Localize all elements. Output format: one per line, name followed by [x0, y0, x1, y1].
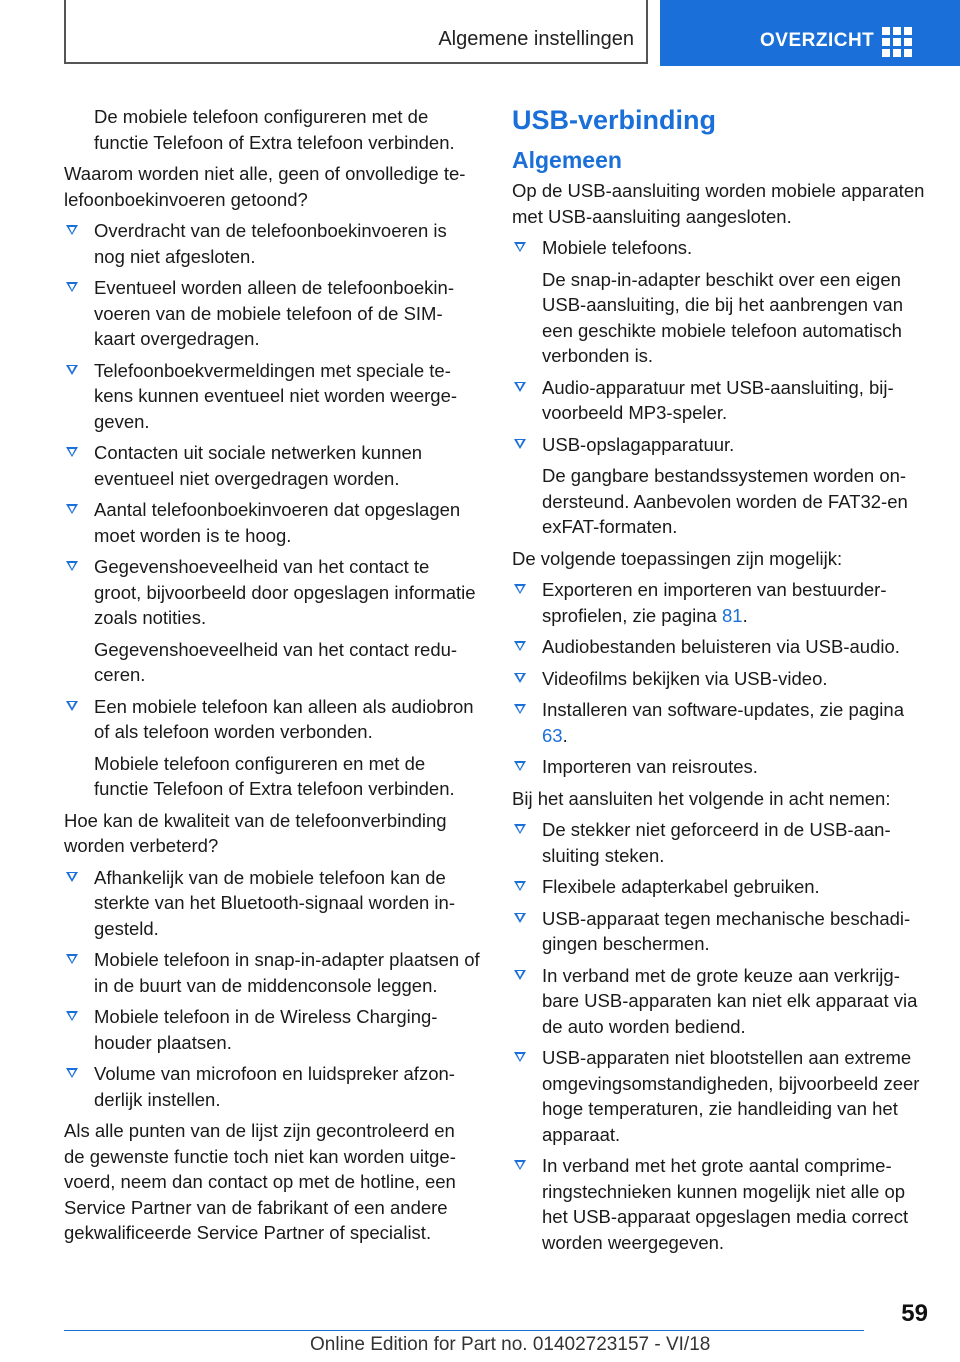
left-column — [64, 104, 480, 1252]
list-item — [512, 432, 926, 540]
list-item-text: USB-apparaten niet blootstellen aan extreme omgevingsomstandigheden, bijvoorbeeld zeer hoge temperaturen, zie handleiding van het apparaat. — [542, 1047, 920, 1145]
list-item-text: USB-apparaat tegen mechanische beschadigingen beschermen. — [542, 907, 911, 954]
paragraph: De mobiele telefoon configureren met de functie Telefoon of Extra telefoon verbinden. — [94, 106, 455, 153]
list-item-text: In verband met het grote aantal comprimeringstechnieken kunnen mogelijk niet alle op het USB-apparaat opgeslagen media correct worden weergegeven. — [542, 1155, 909, 1253]
section-heading: USB-verbinding — [512, 105, 717, 135]
triangle-bullet-icon — [514, 439, 526, 449]
list-item-text: Telefoonboekvermeldingen met speciale tekens kunnen eventueel niet worden weergegeven. — [94, 359, 458, 432]
triangle-bullet-icon — [514, 881, 526, 891]
triangle-bullet-icon — [514, 970, 526, 980]
triangle-bullet-icon — [514, 382, 526, 392]
list-item — [512, 754, 926, 780]
list-item — [64, 218, 480, 269]
bullet-list — [64, 865, 480, 1113]
subsection-heading: Algemeen — [512, 147, 622, 173]
list-item-remedy: Gegevenshoeveelheid van het contact reduceren. — [94, 638, 458, 685]
list-item-text: In verband met de grote keuze aan verkrijgbare USB-apparaten kan niet elk apparaat via de auto worden bediend. — [542, 964, 918, 1037]
overview-tab-label: OVERZICHT — [760, 30, 875, 51]
question-paragraph: Hoe kan de kwaliteit van de telefoonverbinding worden verbeterd? — [64, 809, 447, 856]
list-item-remedy: Mobiele telefoon configureren en met de functie Telefoon of Extra telefoon verbinden. — [94, 752, 455, 799]
triangle-bullet-icon — [66, 701, 78, 711]
overview-tab[interactable] — [660, 0, 960, 66]
page-number: 59 — [901, 1300, 928, 1327]
triangle-bullet-icon — [514, 641, 526, 651]
list-item — [512, 817, 926, 868]
question-paragraph: Waarom worden niet alle, geen of onvolledige telefoonboekinvoeren getoond? — [64, 163, 466, 210]
list-item-text: Aantal telefoonboekinvoeren dat opgeslagen moet worden is te hoog. — [94, 499, 461, 546]
footer-divider — [64, 1330, 864, 1331]
list-item — [64, 554, 480, 688]
applications-intro: De volgende toepassingen zijn mogelijk: — [512, 547, 843, 569]
list-item-text: Mobiele telefoon in snap-in-adapter plaatsen of in de buurt van de middenconsole leggen. — [94, 949, 480, 996]
list-item-text: Contacten uit sociale netwerken kunnen eventueel niet overgedragen worden. — [94, 442, 423, 489]
list-item-text: Mobiele telefoon in de Wireless Charging-houder plaatsen. — [94, 1006, 438, 1053]
notes-list — [512, 817, 926, 1255]
page-link-81[interactable]: 81 — [721, 604, 743, 626]
device-list — [512, 235, 926, 540]
triangle-bullet-icon — [514, 1052, 526, 1062]
list-item — [512, 1153, 926, 1255]
edition-footer: Online Edition for Part no. 01402723157 - VI/18 — [310, 1334, 711, 1355]
intro-paragraph: Op de USB-aansluiting worden mobiele apparaten met USB-aansluiting aangesloten. — [512, 180, 925, 227]
applications-list — [512, 577, 926, 780]
list-item — [512, 697, 926, 748]
list-item — [64, 275, 480, 352]
list-item-detail: De gangbare bestandssystemen worden ondersteund. Aanbevolen worden de FAT32-en exFAT-formaten. — [542, 465, 908, 537]
list-item-text: De stekker niet geforceerd in de USB-aansluiting steken. — [542, 819, 891, 866]
list-item-text: USB-opslagapparatuur. — [542, 433, 735, 455]
grid-icon — [882, 27, 912, 57]
triangle-bullet-icon — [66, 225, 78, 235]
list-item — [512, 666, 926, 692]
list-item — [64, 865, 480, 942]
triangle-bullet-icon — [66, 447, 78, 457]
triangle-bullet-icon — [514, 673, 526, 683]
closing-paragraph: Als alle punten van de lijst zijn gecontroleerd en de gewenste functie toch niet kan worden uitgevoerd, neem dan contact op met de hotline, een Service Partner van de fabrikant of een andere gekwalificeerde Service Partner of specialist. — [64, 1120, 456, 1243]
right-column — [512, 104, 926, 1261]
triangle-bullet-icon — [514, 704, 526, 714]
list-item — [512, 235, 926, 369]
triangle-bullet-icon — [514, 242, 526, 252]
list-item-text: Eventueel worden alleen de telefoonboekinvoeren van de mobiele telefoon of de SIM-kaart overgedragen. — [94, 277, 454, 349]
period: . — [562, 724, 568, 746]
triangle-bullet-icon — [514, 824, 526, 834]
list-item-text: Volume van microfoon en luidspreker afzonderlijk instellen. — [94, 1063, 455, 1110]
list-item-text: Exporteren en importeren van bestuurdersprofielen, zie pagina — [542, 579, 887, 626]
triangle-bullet-icon — [66, 872, 78, 882]
triangle-bullet-icon — [66, 282, 78, 292]
list-item-text: Overdracht van de telefoonboekinvoeren is nog niet afgesloten. — [94, 220, 447, 267]
list-item-text: Mobiele telefoons. — [542, 237, 693, 258]
list-item — [512, 1045, 926, 1147]
list-item-detail: De snap-in-adapter beschikt over een eigen USB-aansluiting, die bij het aanbrengen van een geschikte mobiele telefoon automatisch verbonden is. — [542, 268, 903, 366]
section-title: Algemene instellingen — [438, 28, 634, 50]
bullet-list — [64, 218, 480, 802]
list-item — [64, 1004, 480, 1055]
list-item — [64, 358, 480, 435]
list-item-text: Afhankelijk van de mobiele telefoon kan de sterkte van het Bluetooth-signaal worden ingesteld. — [94, 866, 455, 939]
triangle-bullet-icon — [514, 584, 526, 594]
list-item-text: Een mobiele telefoon kan alleen als audiobron of als telefoon worden verbonden. — [94, 695, 474, 742]
notes-intro: Bij het aansluiten het volgende in acht nemen: — [512, 787, 891, 809]
list-item-text: Installeren van software-updates, zie pagina — [542, 699, 904, 720]
list-item — [512, 634, 926, 660]
list-item — [512, 906, 926, 957]
list-item — [512, 963, 926, 1040]
list-item-text: Audio-apparatuur met USB-aansluiting, bijvoorbeeld MP3-speler. — [542, 376, 894, 423]
triangle-bullet-icon — [514, 761, 526, 771]
list-item-text: Flexibele adapterkabel gebruiken. — [542, 876, 820, 897]
list-item-text: Videofilms bekijken via USB-video. — [542, 667, 828, 689]
list-item-text: Importeren van reisroutes. — [542, 756, 758, 777]
list-item — [512, 375, 926, 426]
header-section-box — [64, 0, 648, 64]
list-item — [64, 440, 480, 491]
list-item — [64, 1061, 480, 1112]
triangle-bullet-icon — [66, 1011, 78, 1021]
list-item — [512, 874, 926, 900]
period: . — [742, 604, 748, 626]
list-item — [64, 947, 480, 998]
triangle-bullet-icon — [66, 365, 78, 375]
triangle-bullet-icon — [66, 561, 78, 571]
triangle-bullet-icon — [66, 954, 78, 964]
page-link-63[interactable]: 63 — [542, 724, 563, 746]
list-item-text: Audiobestanden beluisteren via USB-audio. — [542, 636, 900, 657]
triangle-bullet-icon — [514, 913, 526, 923]
triangle-bullet-icon — [514, 1160, 526, 1170]
list-item-text: Gegevenshoeveelheid van het contact te groot, bijvoorbeeld door opgeslagen informatie zoals notities. — [94, 556, 476, 628]
triangle-bullet-icon — [66, 504, 78, 514]
list-item — [64, 497, 480, 548]
list-item — [64, 694, 480, 802]
triangle-bullet-icon — [66, 1068, 78, 1078]
list-item — [512, 577, 926, 628]
